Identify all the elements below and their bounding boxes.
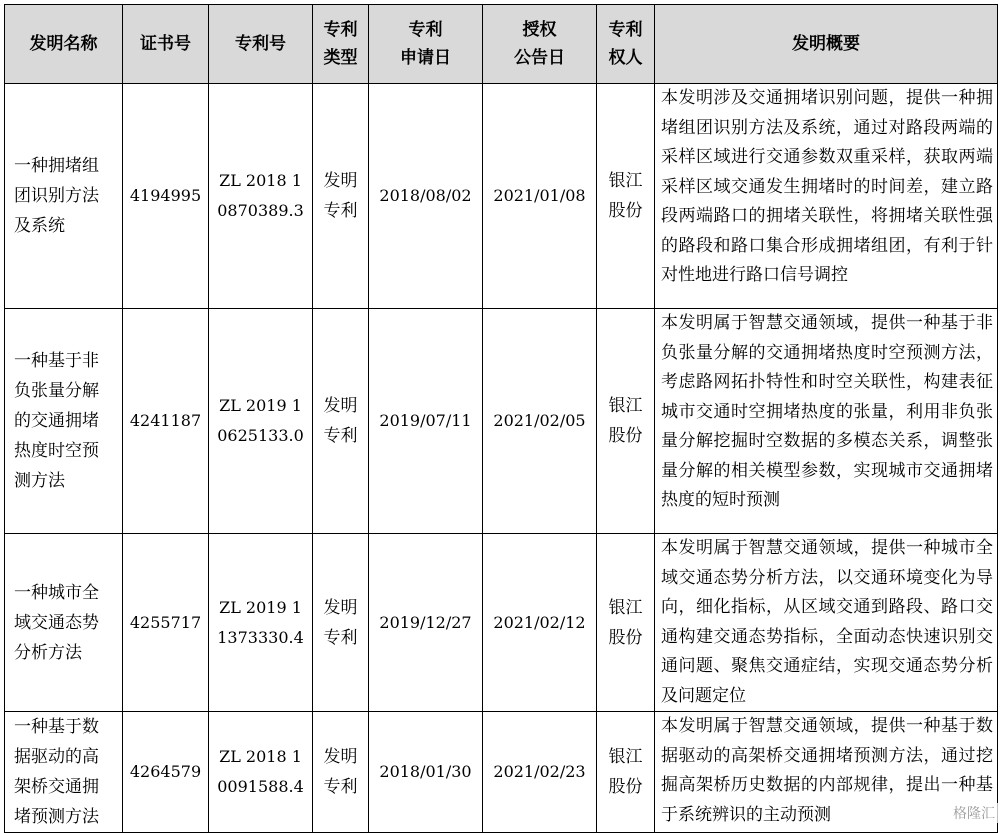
patent-type-cell: 发明 专利 xyxy=(313,534,369,712)
header-owner: 专利 权人 xyxy=(597,5,655,84)
cert-no-cell: 4255717 xyxy=(123,534,209,712)
owner-cell: 银江 股份 xyxy=(597,712,655,833)
invention-name-cell: 一种基于非 负张量分解 的交通拥堵 热度时空预 测方法 xyxy=(5,309,123,534)
grant-date-cell: 2021/01/08 xyxy=(483,84,597,309)
cert-no-cell: 4194995 xyxy=(123,84,209,309)
summary-cell: 本发明属于智慧交通领域，提供一种基于非负张量分解的交通拥堵热度时空预测方法，考虑路网拓扑特性和时空关联性，构建表征城市交通时空拥堵热度的张量，利用非负张量分解挖掘时空数据的多模态关系，调整张量分解的相关模型参数，实现城市交通拥堵热度的短时预测 xyxy=(655,309,998,534)
patent-no-cell: ZL 2019 1 1373330.4 xyxy=(209,534,313,712)
header-patent-no: 专利号 xyxy=(209,5,313,84)
cert-no-cell: 4241187 xyxy=(123,309,209,534)
apply-date-cell: 2019/12/27 xyxy=(369,534,483,712)
patent-type-cell: 发明 专利 xyxy=(313,309,369,534)
invention-name-cell: 一种拥堵组 团识别方法 及系统 xyxy=(5,84,123,309)
invention-name-cell: 一种基于数 据驱动的高 架桥交通拥 堵预测方法 xyxy=(5,712,123,833)
patent-no-cell: ZL 2018 1 0091588.4 xyxy=(209,712,313,833)
grant-date-cell: 2021/02/12 xyxy=(483,534,597,712)
patent-table xyxy=(4,4,998,833)
cert-no-cell: 4264579 xyxy=(123,712,209,833)
table-row xyxy=(5,84,998,309)
header-cert-no: 证书号 xyxy=(123,5,209,84)
owner-cell: 银江 股份 xyxy=(597,534,655,712)
header-patent-type: 专利 类型 xyxy=(313,5,369,84)
header-summary: 发明概要 xyxy=(655,5,998,84)
header-grant-date: 授权 公告日 xyxy=(483,5,597,84)
header-apply-date: 专利 申请日 xyxy=(369,5,483,84)
grant-date-cell: 2021/02/05 xyxy=(483,309,597,534)
apply-date-cell: 2018/01/30 xyxy=(369,712,483,833)
patent-type-cell: 发明 专利 xyxy=(313,712,369,833)
header-row xyxy=(5,5,998,84)
summary-cell: 本发明涉及交通拥堵识别问题，提供一种拥堵组团识别方法及系统，通过对路段两端的采样区域进行交通参数双重采样，获取两端采样区域交通发生拥堵时的时间差，建立路段两端路口的拥堵关联性，将拥堵关联性强的路段和路口集合形成拥堵组团，有利于针对性地进行路口信号调控 xyxy=(655,84,998,309)
summary-cell: 本发明属于智慧交通领域，提供一种城市全域交通态势分析方法，以交通环境变化为导向，细化指标，从区域交通到路段、路口交通构建交通态势指标，全面动态快速识别交通问题、聚焦交通症结，实现交通态势分析及问题定位 xyxy=(655,534,998,712)
apply-date-cell: 2018/08/02 xyxy=(369,84,483,309)
summary-cell: 本发明属于智慧交通领域，提供一种基于数据驱动的高架桥交通拥堵预测方法，通过挖掘高架桥历史数据的内部规律，提出一种基于系统辨识的主动预测 xyxy=(655,712,998,833)
header-invention-name: 发明名称 xyxy=(5,5,123,84)
table-row xyxy=(5,534,998,712)
table-row xyxy=(5,712,998,833)
table-row xyxy=(5,309,998,534)
watermark: 格隆汇 xyxy=(949,803,999,823)
patent-type-cell: 发明 专利 xyxy=(313,84,369,309)
invention-name-cell: 一种城市全 域交通态势 分析方法 xyxy=(5,534,123,712)
owner-cell: 银江 股份 xyxy=(597,84,655,309)
grant-date-cell: 2021/02/23 xyxy=(483,712,597,833)
patent-no-cell: ZL 2019 1 0625133.0 xyxy=(209,309,313,534)
apply-date-cell: 2019/07/11 xyxy=(369,309,483,534)
owner-cell: 银江 股份 xyxy=(597,309,655,534)
patent-no-cell: ZL 2018 1 0870389.3 xyxy=(209,84,313,309)
